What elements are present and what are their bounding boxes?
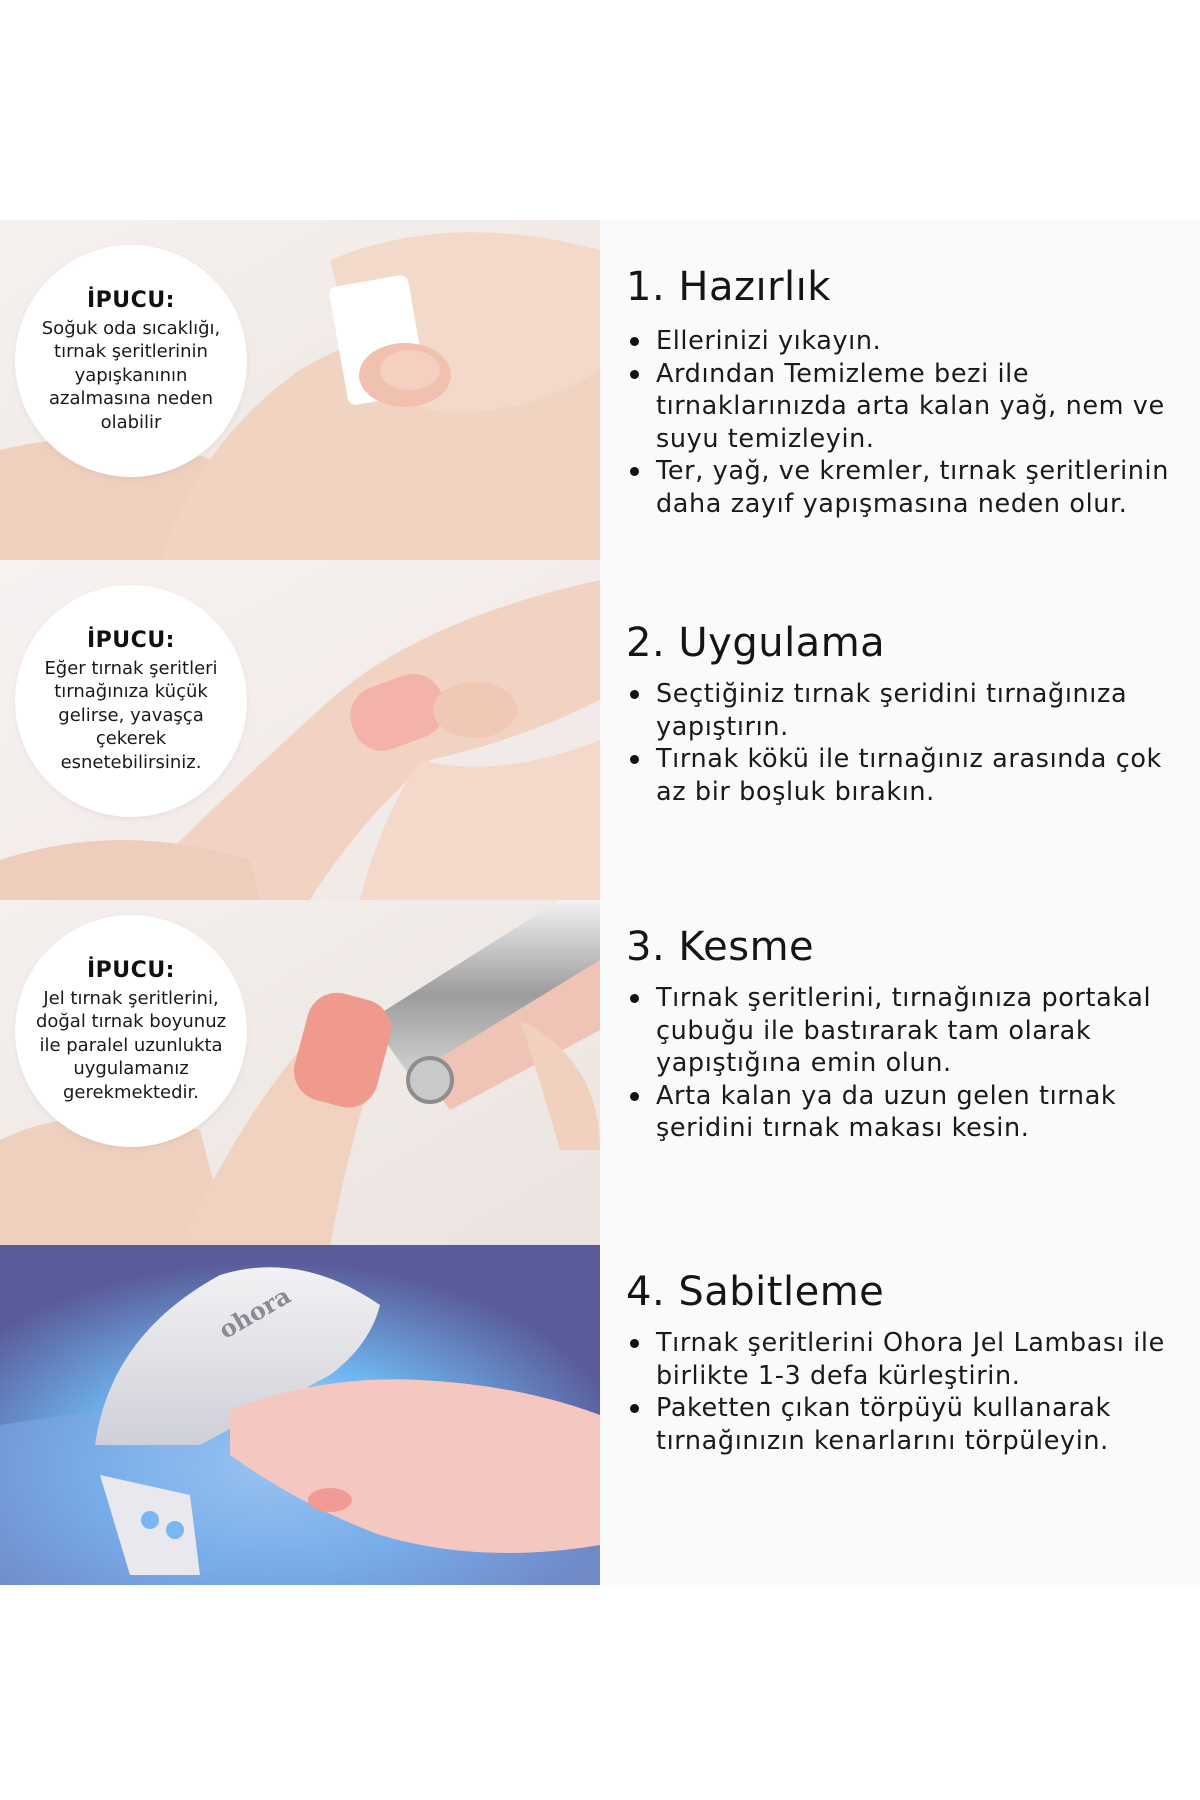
tip-text: Eğer tırnak şeritleri tırnağınıza küçük gelirse, yavaşça çekerek esnetebilirsiniz. (44, 657, 218, 773)
step-1-text-panel (600, 220, 1200, 560)
step-4-curing (0, 1245, 1200, 1585)
step-bullets (626, 678, 1186, 808)
step-bullets (626, 982, 1186, 1145)
bullet-item: Ellerinizi yıkayın. (626, 325, 1186, 358)
step-3-tip-bubble (15, 915, 247, 1147)
step-title: 2. Uygulama (626, 620, 886, 666)
step-bullets (626, 1327, 1186, 1457)
bullet-item: Paketten çıkan törpüyü kullanarak tırnağınızın kenarlarını törpüleyin. (626, 1392, 1186, 1457)
bullet-item: Arta kalan ya da uzun gelen tırnak şeridini tırnak makası kesin. (626, 1080, 1186, 1145)
bullet-item: Ter, yağ, ve kremler, tırnak şeritlerinin daha zayıf yapışmasına neden olur. (626, 455, 1186, 520)
lamp-brand-logo: ohora (213, 1280, 296, 1345)
step-3-text-panel (600, 900, 1200, 1245)
step-title: 3. Kesme (626, 924, 815, 970)
tip-title: İPUCU: (87, 957, 175, 983)
step-2-application (0, 560, 1200, 900)
bullet-item: Tırnak şeritlerini Ohora Jel Lambası ile birlikte 1-3 defa kürleştirin. (626, 1327, 1186, 1392)
step-1-tip-bubble (15, 245, 247, 477)
bullet-item: Ardından Temizleme bezi ile tırnaklarınızda arta kalan yağ, nem ve suyu temizleyin. (626, 358, 1186, 456)
step-1-preparation (0, 220, 1200, 560)
step-3-trimming (0, 900, 1200, 1245)
step-title: 1. Hazırlık (626, 264, 831, 310)
bullet-item: Seçtiğiniz tırnak şeridini tırnağınıza yapıştırın. (626, 678, 1186, 743)
step-2-tip-bubble (15, 585, 247, 817)
step-4-text-panel (600, 1245, 1200, 1585)
step-4-photo-gel-lamp (0, 1245, 600, 1585)
bullet-item: Tırnak kökü ile tırnağınız arasında çok az bir boşluk bırakın. (626, 743, 1186, 808)
tip-text: Soğuk oda sıcaklığı, tırnak şeritlerinin yapışkanının azalmasına neden olabilir (41, 317, 221, 433)
step-bullets (626, 325, 1186, 520)
bullet-item: Tırnak şeritlerini, tırnağınıza portakal çubuğu ile bastırarak tam olarak yapıştığına emin olun. (626, 982, 1186, 1080)
tip-text: Jel tırnak şeritlerini, doğal tırnak boyunuz ile paralel uzunlukta uygulamanız gerekmektedir. (35, 987, 227, 1103)
tip-title: İPUCU: (87, 627, 175, 653)
step-title: 4. Sabitleme (626, 1269, 885, 1315)
step-2-text-panel (600, 560, 1200, 900)
tip-title: İPUCU: (87, 287, 175, 313)
